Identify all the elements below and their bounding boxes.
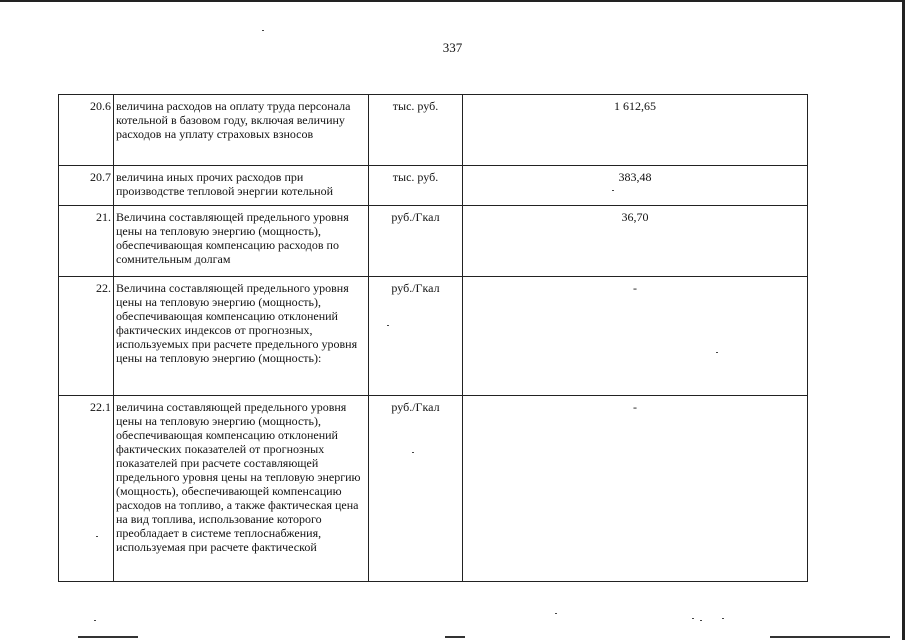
scan-speck: [692, 618, 694, 619]
row-unit: тыс. руб.: [369, 95, 463, 166]
row-number: 21.: [59, 206, 114, 277]
scan-speck: [555, 613, 557, 614]
row-description: величина иных прочих расходов при производстве тепловой энергии котельной: [114, 166, 369, 206]
table-row: [59, 277, 808, 396]
scan-speck: [612, 190, 614, 191]
scan-speck: [722, 618, 724, 619]
table-row: [59, 396, 808, 582]
scan-speck: [700, 620, 702, 621]
row-unit: тыс. руб.: [369, 166, 463, 206]
row-value: 383,48: [463, 166, 808, 206]
row-description: величина составляющей предельного уровня цены на тепловую энергию (мощность), обеспечивающая компенсацию отклонений фактических показателей от прогнозных показателей при расчете составляющей предельного уровня цены на тепловую энергию (мощность), обеспечивающей компенсацию расходов на топливо, а также фактическая цена на вид топлива, использование которого преобладает в системе теплоснабжения, используемая при расчете фактической: [114, 396, 369, 582]
scan-edge-line: [770, 636, 890, 638]
row-description: Величина составляющей предельного уровня цены на тепловую энергию (мощность), обеспечивающая компенсацию отклонений фактических индексов от прогнозных, используемых при расчете предельного уровня цены на тепловую энергию (мощность):: [114, 277, 369, 396]
scan-speck: [94, 620, 96, 621]
table-row: [59, 95, 808, 166]
table-row: [59, 166, 808, 206]
page-number: 337: [442, 40, 463, 55]
page-border-top: [0, 0, 905, 2]
table-row: [59, 206, 808, 277]
row-description: величина расходов на оплату труда персонала котельной в базовом году, включая величину расходов на уплату страховых взносов: [114, 95, 369, 166]
row-description: Величина составляющей предельного уровня цены на тепловую энергию (мощность), обеспечивающая компенсацию расходов по сомнительным долгам: [114, 206, 369, 277]
row-value: -: [463, 277, 808, 396]
row-value: 1 612,65: [463, 95, 808, 166]
row-number: 20.7: [59, 166, 114, 206]
row-unit: руб./Гкал: [369, 206, 463, 277]
scan-speck: [716, 352, 718, 353]
tariff-table: [58, 94, 808, 582]
scan-edge-line: [445, 636, 465, 638]
row-unit: руб./Гкал: [369, 277, 463, 396]
row-number: 22.: [59, 277, 114, 396]
scan-speck: [387, 325, 389, 326]
row-number: 22.1: [59, 396, 114, 582]
row-value: -: [463, 396, 808, 582]
scan-speck: [262, 30, 264, 31]
scan-speck: [96, 536, 98, 537]
row-number: 20.6: [59, 95, 114, 166]
row-unit: руб./Гкал: [369, 396, 463, 582]
row-value: 36,70: [463, 206, 808, 277]
scan-edge-line: [78, 636, 138, 638]
scan-speck: [412, 452, 414, 453]
